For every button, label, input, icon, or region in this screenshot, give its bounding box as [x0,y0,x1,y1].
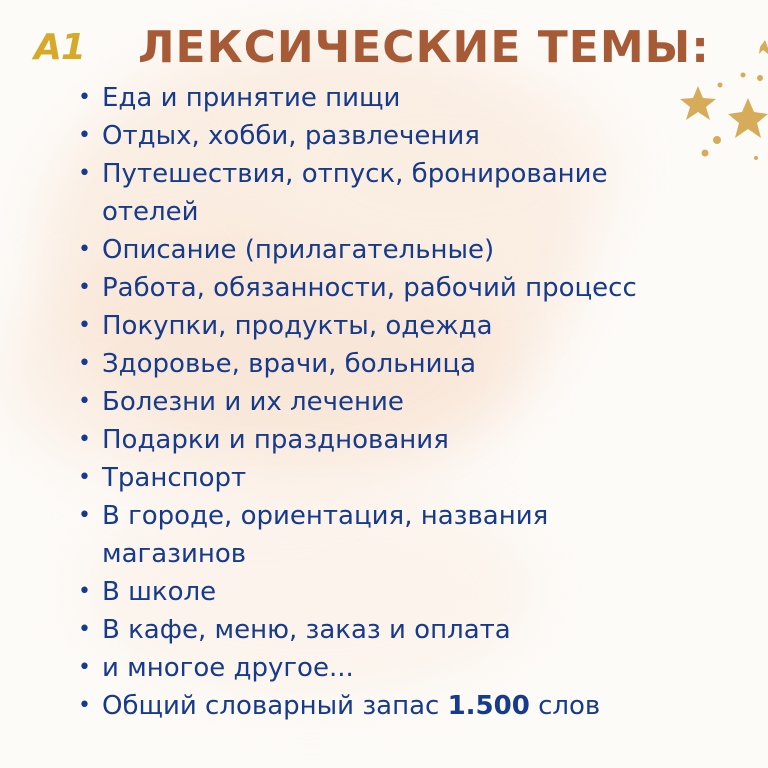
list-item-label: Подарки и празднования [102,425,449,455]
list-item: • В кафе, меню, заказ и оплата [78,615,511,645]
list-item: • Болезни и их лечение [78,387,404,417]
list-item-label: и многое другое... [102,653,354,683]
list-item-label: Транспорт [102,463,247,493]
list-item-label: Болезни и их лечение [102,387,404,417]
list-item-label: Работа, обязанности, рабочий процесс [102,273,637,303]
level-badge: A1 [34,27,85,68]
list-item: • В школе [78,577,217,607]
list-item: • Описание (прилагательные) [78,235,495,265]
vocabulary-number: 1.500 [447,691,530,721]
vocabulary-prefix: Общий словарный запас [102,691,440,721]
page-title: ЛЕКСИЧЕСКИЕ ТЕМЫ: [138,22,710,73]
list-item: • Отдых, хобби, развлечения [78,121,480,151]
list-item-label: Здоровье, врачи, больница [102,349,477,379]
list-item: • Транспорт [78,463,247,493]
list-item: • В городе, ориентация, названия магазинов [78,501,549,569]
list-item: • Еда и принятие пищи [78,83,401,113]
list-item-label: Описание (прилагательные) [102,235,495,265]
list-item-label: В городе, ориентация, названия магазинов [102,501,549,569]
vocabulary-suffix: слов [538,691,601,721]
list-item: • Путешествия, отпуск, бронирование отелей [78,159,608,227]
list-item-label: В кафе, меню, заказ и оплата [102,615,511,645]
list-item: • Подарки и празднования [78,425,449,455]
list-item: • Покупки, продукты, одежда [78,311,493,341]
list-item-label: Путешествия, отпуск, бронирование отелей [102,159,608,227]
list-item: • Здоровье, врачи, больница [78,349,477,379]
list-item-label: Еда и принятие пищи [102,83,401,113]
topic-list [78,79,678,725]
list-item-label: Покупки, продукты, одежда [102,311,493,341]
list-item: • Работа, обязанности, рабочий процесс [78,273,637,303]
vocabulary-item: • Общий словарный запас 1.500 слов [78,691,601,721]
list-item-label: Отдых, хобби, развлечения [102,121,480,151]
list-item-label: В школе [102,577,217,607]
list-item: • и многое другое... [78,653,354,683]
